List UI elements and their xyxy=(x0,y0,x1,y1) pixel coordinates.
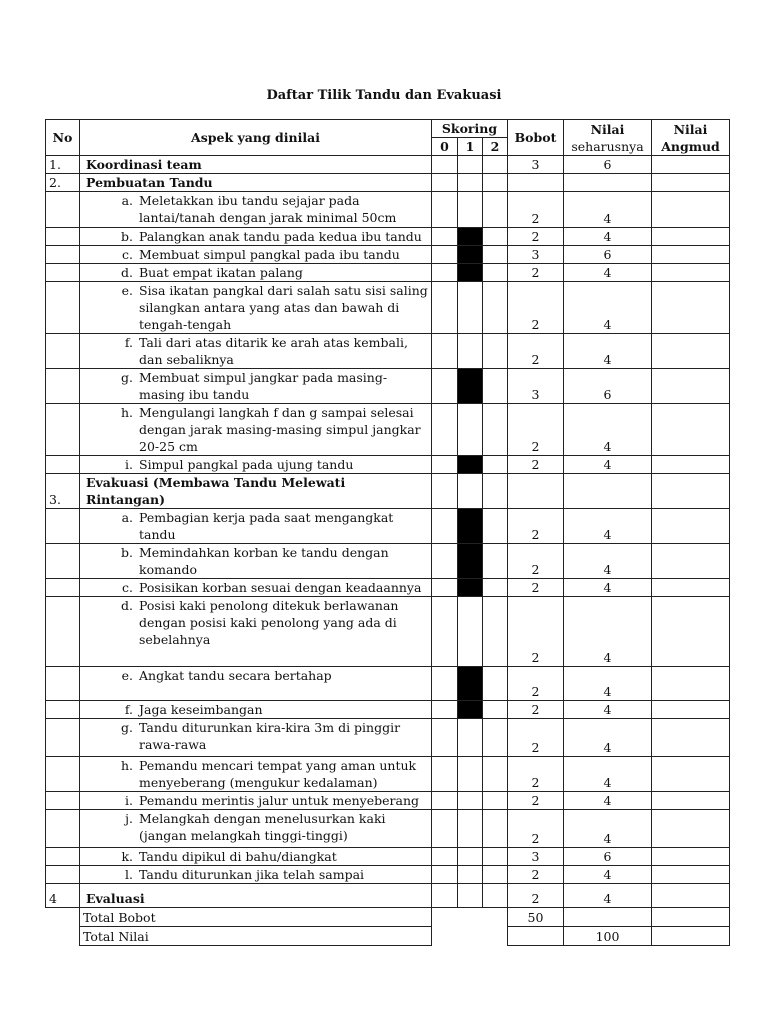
score-cell xyxy=(432,667,458,701)
score-cell xyxy=(432,544,458,579)
score-cell xyxy=(458,597,483,667)
item-no-cell xyxy=(46,369,80,404)
item-row xyxy=(46,597,730,667)
score-cell xyxy=(458,719,483,757)
section-number: 2. xyxy=(46,174,80,192)
item-row xyxy=(46,228,730,246)
angmud-cell xyxy=(652,369,730,404)
nilai-cell: 6 xyxy=(564,848,652,866)
score-cell xyxy=(458,884,483,908)
angmud-cell xyxy=(652,264,730,282)
score-cell-shaded xyxy=(458,579,483,597)
nilai-cell: 4 xyxy=(564,509,652,544)
score-cell xyxy=(458,848,483,866)
bobot-cell: 3 xyxy=(508,369,564,404)
nilai-cell: 4 xyxy=(564,456,652,474)
score-cell xyxy=(432,719,458,757)
bobot-cell: 2 xyxy=(508,884,564,908)
score-cell xyxy=(483,579,508,597)
item-text: Pemandu mencari tempat yang aman untuk menyeberang (mengukur kedalaman) xyxy=(139,758,417,790)
score-cell xyxy=(483,884,508,908)
item-row xyxy=(46,848,730,866)
item-letter: h. xyxy=(120,405,133,420)
nilai-cell: 4 xyxy=(564,579,652,597)
bobot-cell: 2 xyxy=(508,719,564,757)
angmud-cell xyxy=(652,228,730,246)
item-no-cell xyxy=(46,282,80,334)
angmud-cell xyxy=(652,884,730,908)
score-cell-shaded xyxy=(458,667,483,701)
item-row xyxy=(46,264,730,282)
item-row xyxy=(46,369,730,404)
item-no-cell xyxy=(46,192,80,228)
item-row xyxy=(46,404,730,456)
nilai-cell: 4 xyxy=(564,228,652,246)
score-cell xyxy=(483,404,508,456)
angmud-cell xyxy=(652,667,730,701)
checklist-body xyxy=(46,156,730,946)
score-cell xyxy=(432,334,458,369)
angmud-cell xyxy=(652,848,730,866)
score-cell xyxy=(432,757,458,792)
item-no-cell xyxy=(46,509,80,544)
item-text: Tali dari atas ditarik ke arah atas kembali, dan sebaliknya xyxy=(139,335,408,367)
score-cell xyxy=(483,228,508,246)
score-cell xyxy=(483,866,508,884)
item-row xyxy=(46,282,730,334)
nilai-cell: 4 xyxy=(564,192,652,228)
angmud-cell xyxy=(652,810,730,848)
angmud-cell xyxy=(652,156,730,174)
item-text-cell xyxy=(80,228,432,246)
header-nilai-seharusnya: Nilai seharusnya xyxy=(564,120,652,156)
item-text: Tandu diturunkan jika telah sampai xyxy=(139,867,365,882)
score-cell xyxy=(432,192,458,228)
item-text-cell xyxy=(80,544,432,579)
item-text-cell xyxy=(80,579,432,597)
item-letter: e. xyxy=(121,283,133,298)
score-cell xyxy=(483,719,508,757)
section-number: 4 xyxy=(46,884,80,908)
item-letter: g. xyxy=(121,720,133,735)
bobot-cell: 2 xyxy=(508,579,564,597)
angmud-cell xyxy=(652,456,730,474)
score-cell xyxy=(458,792,483,810)
nilai-cell: 4 xyxy=(564,597,652,667)
section-label: Koordinasi team xyxy=(80,156,432,174)
score-cell xyxy=(483,192,508,228)
score-cell xyxy=(432,174,458,192)
nilai-cell: 4 xyxy=(564,810,652,848)
score-cell xyxy=(432,228,458,246)
item-letter: d. xyxy=(121,265,133,280)
item-letter: f. xyxy=(124,335,133,350)
nilai-cell: 4 xyxy=(564,282,652,334)
item-no-cell xyxy=(46,456,80,474)
item-no-cell xyxy=(46,404,80,456)
bobot-cell: 2 xyxy=(508,192,564,228)
score-cell xyxy=(483,282,508,334)
nilai-cell: 4 xyxy=(564,792,652,810)
section-row xyxy=(46,156,730,174)
item-letter: e. xyxy=(121,668,133,683)
score-cell xyxy=(432,579,458,597)
angmud-cell xyxy=(652,757,730,792)
item-row xyxy=(46,701,730,719)
item-letter: c. xyxy=(122,580,133,595)
item-text-cell xyxy=(80,509,432,544)
score-cell xyxy=(432,246,458,264)
bobot-cell: 2 xyxy=(508,757,564,792)
score-cell xyxy=(432,810,458,848)
item-text-cell xyxy=(80,810,432,848)
nilai-cell: 6 xyxy=(564,369,652,404)
angmud-cell xyxy=(652,404,730,456)
item-text-cell xyxy=(80,264,432,282)
item-row xyxy=(46,192,730,228)
item-letter: c. xyxy=(122,247,133,262)
item-letter: i. xyxy=(125,457,133,472)
score-cell xyxy=(458,404,483,456)
item-letter: i. xyxy=(125,793,133,808)
total-bobot-value: 50 xyxy=(508,908,564,927)
angmud-cell xyxy=(652,474,730,509)
item-letter: f. xyxy=(124,702,133,717)
header-score-0: 0 xyxy=(432,138,458,156)
item-text-cell xyxy=(80,667,432,701)
item-text-cell xyxy=(80,701,432,719)
score-cell xyxy=(458,156,483,174)
score-cell xyxy=(458,282,483,334)
bobot-cell: 2 xyxy=(508,667,564,701)
header-skoring: Skoring xyxy=(432,120,508,138)
item-no-cell xyxy=(46,579,80,597)
bobot-cell: 2 xyxy=(508,264,564,282)
bobot-cell: 2 xyxy=(508,228,564,246)
item-text-cell xyxy=(80,792,432,810)
nilai-cell: 4 xyxy=(564,884,652,908)
bobot-cell: 2 xyxy=(508,456,564,474)
score-cell xyxy=(483,597,508,667)
section-row xyxy=(46,174,730,192)
angmud-cell xyxy=(652,719,730,757)
item-text-cell xyxy=(80,404,432,456)
section-label: Pembuatan Tandu xyxy=(80,174,432,192)
item-text: Pemandu merintis jalur untuk menyeberang xyxy=(139,793,419,808)
item-row xyxy=(46,246,730,264)
angmud-cell xyxy=(652,509,730,544)
item-text: Membuat simpul pangkal pada ibu tandu xyxy=(139,247,400,262)
item-text: Melangkah dengan menelusurkan kaki (jangan melangkah tinggi-tinggi) xyxy=(139,811,386,843)
angmud-cell xyxy=(652,334,730,369)
score-cell xyxy=(458,810,483,848)
item-text: Buat empat ikatan palang xyxy=(139,265,303,280)
angmud-cell xyxy=(652,579,730,597)
total-bobot-row xyxy=(46,908,730,927)
item-letter: g. xyxy=(121,370,133,385)
bobot-cell: 2 xyxy=(508,866,564,884)
header-score-2: 2 xyxy=(483,138,508,156)
score-cell xyxy=(483,848,508,866)
item-row xyxy=(46,456,730,474)
bobot-cell: 2 xyxy=(508,509,564,544)
item-text: Angkat tandu secara bertahap xyxy=(139,668,332,683)
bobot-cell: 2 xyxy=(508,282,564,334)
total-bobot-label: Total Bobot xyxy=(80,908,432,927)
item-letter: h. xyxy=(120,758,133,773)
score-cell xyxy=(458,757,483,792)
item-text-cell xyxy=(80,369,432,404)
score-cell xyxy=(432,509,458,544)
item-no-cell xyxy=(46,597,80,667)
bobot-cell: 2 xyxy=(508,792,564,810)
total-nilai-row xyxy=(46,927,730,946)
bobot-cell: 2 xyxy=(508,404,564,456)
score-cell xyxy=(483,757,508,792)
item-no-cell xyxy=(46,792,80,810)
score-cell xyxy=(432,264,458,282)
item-no-cell xyxy=(46,544,80,579)
item-row xyxy=(46,792,730,810)
bobot-cell xyxy=(508,474,564,509)
header-score-1: 1 xyxy=(458,138,483,156)
item-text-cell xyxy=(80,192,432,228)
nilai-cell: 4 xyxy=(564,701,652,719)
score-cell xyxy=(483,174,508,192)
score-cell xyxy=(483,369,508,404)
score-cell xyxy=(432,456,458,474)
item-text-cell xyxy=(80,282,432,334)
angmud-cell xyxy=(652,701,730,719)
angmud-cell xyxy=(652,174,730,192)
angmud-cell xyxy=(652,246,730,264)
bobot-cell: 2 xyxy=(508,544,564,579)
nilai-cell: 6 xyxy=(564,246,652,264)
score-cell xyxy=(483,334,508,369)
score-cell xyxy=(483,474,508,509)
score-cell xyxy=(483,246,508,264)
section-label: Evaluasi xyxy=(80,884,432,908)
item-letter: a. xyxy=(121,193,133,208)
checklist-table xyxy=(45,119,730,946)
section-label: Evakuasi (Membawa Tandu Melewati Rintangan) xyxy=(80,474,432,509)
item-text: Tandu diturunkan kira-kira 3m di pinggir rawa-rawa xyxy=(139,720,401,752)
score-cell xyxy=(483,792,508,810)
nilai-cell: 4 xyxy=(564,404,652,456)
item-no-cell xyxy=(46,701,80,719)
item-text: Memindahkan korban ke tandu dengan komando xyxy=(139,545,389,577)
item-no-cell xyxy=(46,757,80,792)
item-text: Jaga keseimbangan xyxy=(139,702,263,717)
item-row xyxy=(46,334,730,369)
item-row xyxy=(46,579,730,597)
score-cell-shaded xyxy=(458,544,483,579)
score-cell xyxy=(432,597,458,667)
section-number: 3. xyxy=(46,474,80,509)
bobot-cell: 2 xyxy=(508,810,564,848)
item-letter: k. xyxy=(121,849,133,864)
section-number: 1. xyxy=(46,156,80,174)
total-nilai-label: Total Nilai xyxy=(80,927,432,946)
score-cell-shaded xyxy=(458,264,483,282)
item-no-cell xyxy=(46,246,80,264)
bobot-cell: 2 xyxy=(508,334,564,369)
score-cell xyxy=(432,369,458,404)
nilai-cell: 4 xyxy=(564,719,652,757)
item-no-cell xyxy=(46,719,80,757)
item-no-cell xyxy=(46,866,80,884)
item-text-cell xyxy=(80,866,432,884)
item-letter: b. xyxy=(121,545,133,560)
nilai-cell: 4 xyxy=(564,667,652,701)
bobot-cell: 3 xyxy=(508,156,564,174)
angmud-cell xyxy=(652,792,730,810)
item-text-cell xyxy=(80,334,432,369)
item-row xyxy=(46,667,730,701)
score-cell xyxy=(483,264,508,282)
item-no-cell xyxy=(46,228,80,246)
item-row xyxy=(46,544,730,579)
nilai-cell: 4 xyxy=(564,544,652,579)
item-text-cell xyxy=(80,246,432,264)
document-title: Daftar Tilik Tandu dan Evakuasi xyxy=(266,88,502,103)
item-letter: d. xyxy=(121,598,133,613)
total-nilai-value: 100 xyxy=(564,927,652,946)
score-cell xyxy=(483,156,508,174)
nilai-cell: 4 xyxy=(564,264,652,282)
header-aspek: Aspek yang dinilai xyxy=(80,120,432,156)
score-cell xyxy=(432,884,458,908)
score-cell xyxy=(483,456,508,474)
item-no-cell xyxy=(46,848,80,866)
angmud-cell xyxy=(652,192,730,228)
section-row xyxy=(46,884,730,908)
score-cell xyxy=(432,474,458,509)
score-cell xyxy=(432,156,458,174)
score-cell-shaded xyxy=(458,228,483,246)
item-text: Membuat simpul jangkar pada masing-masing ibu tandu xyxy=(139,370,388,402)
item-row xyxy=(46,810,730,848)
score-cell xyxy=(432,866,458,884)
header-bobot: Bobot xyxy=(508,120,564,156)
item-text: Sisa ikatan pangkal dari salah satu sisi saling silangkan antara yang atas dan bawah di tengah-tengah xyxy=(139,283,428,332)
item-no-cell xyxy=(46,810,80,848)
score-cell xyxy=(483,544,508,579)
nilai-cell: 4 xyxy=(564,757,652,792)
item-row xyxy=(46,509,730,544)
item-text: Posisi kaki penolong ditekuk berlawanan dengan posisi kaki penolong yang ada di sebelahnya xyxy=(139,598,399,647)
section-row xyxy=(46,474,730,509)
item-text: Palangkan anak tandu pada kedua ibu tandu xyxy=(139,229,422,244)
header-no: No xyxy=(46,120,80,156)
score-cell xyxy=(458,192,483,228)
item-row xyxy=(46,757,730,792)
score-cell xyxy=(458,334,483,369)
nilai-cell: 4 xyxy=(564,334,652,369)
item-no-cell xyxy=(46,264,80,282)
score-cell-shaded xyxy=(458,456,483,474)
angmud-cell xyxy=(652,866,730,884)
item-text: Meletakkan ibu tandu sejajar pada lantai/tanah dengan jarak minimal 50cm xyxy=(139,193,397,225)
score-cell xyxy=(458,866,483,884)
item-text: Posisikan korban sesuai dengan keadaannya xyxy=(139,580,422,595)
nilai-cell: 4 xyxy=(564,866,652,884)
item-no-cell xyxy=(46,667,80,701)
bobot-cell: 3 xyxy=(508,848,564,866)
item-text: Tandu dipikul di bahu/diangkat xyxy=(139,849,337,864)
angmud-cell xyxy=(652,544,730,579)
score-cell xyxy=(483,667,508,701)
score-cell xyxy=(432,404,458,456)
nilai-cell xyxy=(564,474,652,509)
item-row xyxy=(46,866,730,884)
bobot-cell: 2 xyxy=(508,597,564,667)
score-cell-shaded xyxy=(458,369,483,404)
nilai-cell xyxy=(564,174,652,192)
score-cell xyxy=(432,848,458,866)
score-cell xyxy=(483,810,508,848)
bobot-cell xyxy=(508,174,564,192)
nilai-cell: 6 xyxy=(564,156,652,174)
header-nilai-angmud: Nilai Angmud xyxy=(652,120,730,156)
angmud-cell xyxy=(652,597,730,667)
score-cell-shaded xyxy=(458,701,483,719)
score-cell xyxy=(432,701,458,719)
item-text: Simpul pangkal pada ujung tandu xyxy=(139,457,354,472)
item-letter: l. xyxy=(125,867,133,882)
score-cell-shaded xyxy=(458,246,483,264)
item-text-cell xyxy=(80,456,432,474)
item-letter: b. xyxy=(121,229,133,244)
item-text: Mengulangi langkah f dan g sampai selesai dengan jarak masing-masing simpul jangkar 20-25 cm xyxy=(139,405,421,454)
item-text-cell xyxy=(80,719,432,757)
bobot-cell: 3 xyxy=(508,246,564,264)
score-cell-shaded xyxy=(458,509,483,544)
item-no-cell xyxy=(46,334,80,369)
item-letter: j. xyxy=(125,811,133,826)
score-cell xyxy=(458,474,483,509)
bobot-cell: 2 xyxy=(508,701,564,719)
angmud-cell xyxy=(652,282,730,334)
item-text-cell xyxy=(80,757,432,792)
score-cell xyxy=(458,174,483,192)
item-text: Pembagian kerja pada saat mengangkat tandu xyxy=(139,510,394,542)
item-letter: a. xyxy=(121,510,133,525)
item-text-cell xyxy=(80,597,432,667)
score-cell xyxy=(483,509,508,544)
score-cell xyxy=(483,701,508,719)
item-row xyxy=(46,719,730,757)
score-cell xyxy=(432,282,458,334)
score-cell xyxy=(432,792,458,810)
item-text-cell xyxy=(80,848,432,866)
